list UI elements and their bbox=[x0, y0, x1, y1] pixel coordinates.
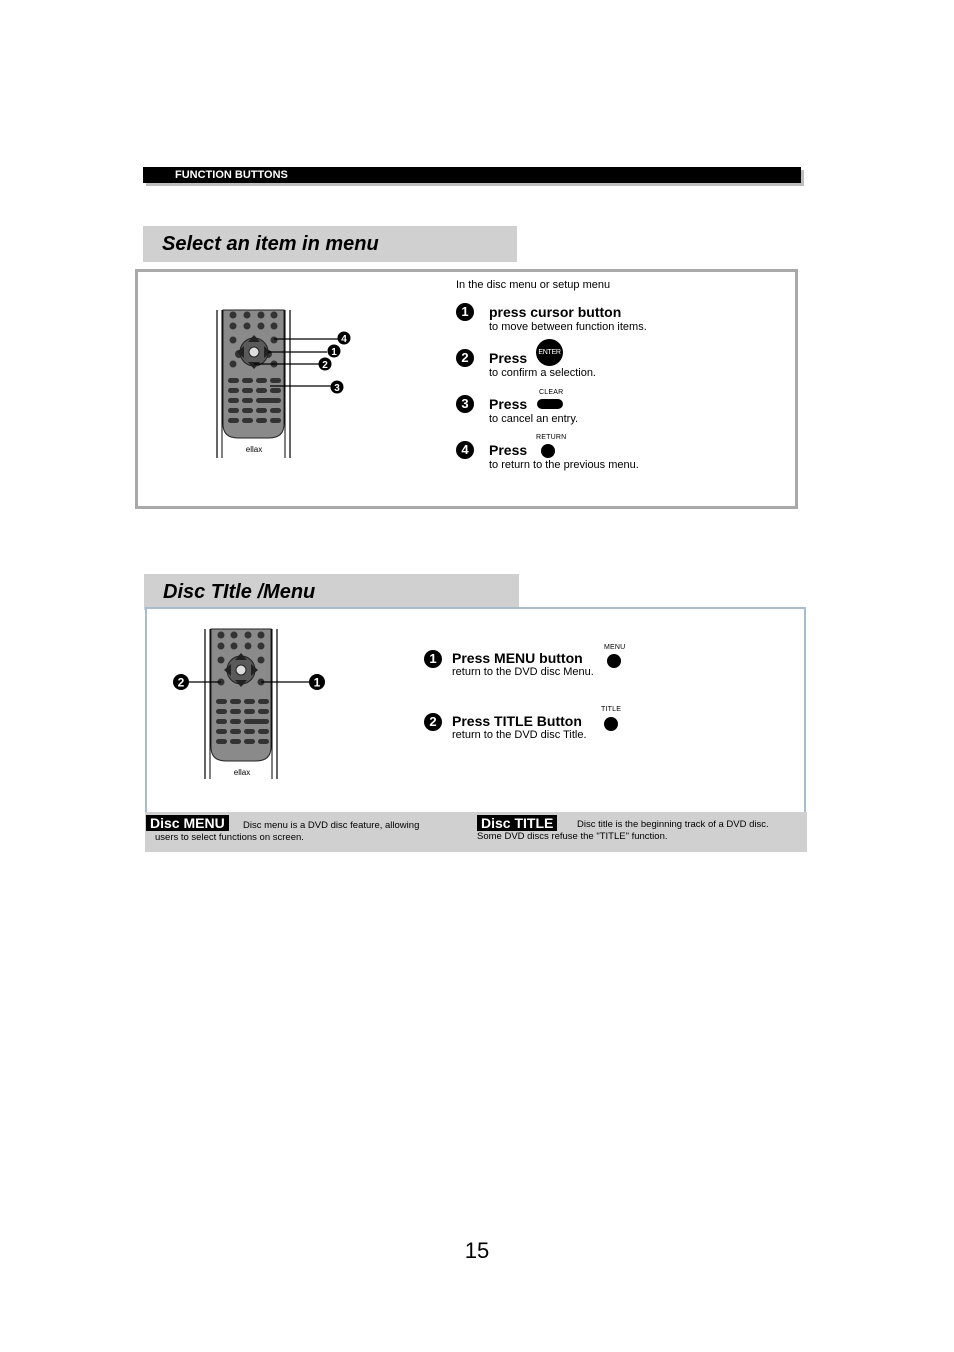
step-description: to confirm a selection. bbox=[489, 367, 596, 379]
title-button-label: TITLE bbox=[601, 706, 622, 713]
remote-control-illustration bbox=[203, 302, 433, 462]
step-title: Press bbox=[489, 442, 528, 458]
svg-text:4: 4 bbox=[341, 334, 347, 345]
title-button-icon bbox=[604, 717, 618, 731]
clear-button-label: CLEAR bbox=[539, 389, 564, 396]
step-title: Press bbox=[489, 396, 528, 412]
callout-number-2 bbox=[173, 674, 189, 690]
step-title: Press TITLE Button bbox=[452, 713, 582, 729]
disc-menu-note bbox=[145, 812, 475, 852]
svg-text:1: 1 bbox=[331, 347, 337, 358]
callout-number-2 bbox=[319, 358, 332, 372]
step-description: return to the DVD disc Title. bbox=[452, 729, 587, 741]
section-header-label: FUNCTION BUTTONS bbox=[175, 169, 288, 181]
step-number: 4 bbox=[456, 441, 474, 459]
page-number: 15 bbox=[464, 1238, 490, 1263]
clear-button-icon bbox=[537, 399, 563, 409]
step-number: 2 bbox=[456, 349, 474, 367]
disc-title-note bbox=[475, 812, 807, 852]
disc-menu-tag: Disc MENU bbox=[146, 815, 229, 831]
svg-text:2: 2 bbox=[177, 675, 185, 690]
step-number: 3 bbox=[456, 395, 474, 413]
svg-text:2: 2 bbox=[322, 360, 328, 371]
remote-brand-logo: ellax bbox=[245, 445, 263, 454]
return-button-icon bbox=[541, 444, 555, 458]
disc-title-text-line1: Disc title is the beginning track of a DVD disc. bbox=[577, 819, 769, 830]
step-number: 2 bbox=[424, 713, 442, 731]
section1-panel bbox=[135, 269, 798, 509]
step-number: 1 bbox=[424, 650, 442, 668]
svg-text:1: 1 bbox=[313, 675, 321, 690]
step-title: Press MENU button bbox=[452, 650, 583, 666]
step-description: to move between function items. bbox=[489, 321, 647, 333]
disc-menu-text-line1: Disc menu is a DVD disc feature, allowing bbox=[243, 820, 420, 831]
menu-button-icon bbox=[607, 654, 621, 668]
return-button-label: RETURN bbox=[536, 434, 567, 441]
disc-title-text-line2: Some DVD discs refuse the "TITLE" function. bbox=[477, 831, 668, 842]
step-title: press cursor button bbox=[489, 304, 622, 320]
section1-intro: In the disc menu or setup menu bbox=[456, 279, 611, 291]
disc-menu-text-line2: users to select functions on screen. bbox=[155, 832, 304, 843]
section2-panel bbox=[145, 607, 806, 814]
callout-number-3 bbox=[331, 381, 344, 395]
step-description: to return to the previous menu. bbox=[489, 459, 639, 471]
remote-control-illustration bbox=[167, 623, 347, 783]
step-title: Press bbox=[489, 350, 528, 366]
menu-button-label: MENU bbox=[604, 644, 626, 651]
section2-title: Disc TItle /Menu bbox=[144, 574, 519, 610]
enter-button-icon: ENTER bbox=[536, 339, 563, 366]
svg-text:3: 3 bbox=[334, 383, 340, 394]
step-description: return to the DVD disc Menu. bbox=[452, 666, 594, 678]
section-header-bar bbox=[143, 167, 801, 183]
callout-number-4 bbox=[338, 332, 351, 346]
callout-number-1 bbox=[328, 345, 341, 359]
callout-number-1 bbox=[309, 674, 325, 690]
remote-brand-logo: ellax bbox=[233, 768, 251, 777]
step-description: to cancel an entry. bbox=[489, 413, 579, 425]
disc-title-tag: Disc TITLE bbox=[477, 815, 557, 831]
step-number: 1 bbox=[456, 303, 474, 321]
section1-title: Select an item in menu bbox=[143, 226, 517, 262]
